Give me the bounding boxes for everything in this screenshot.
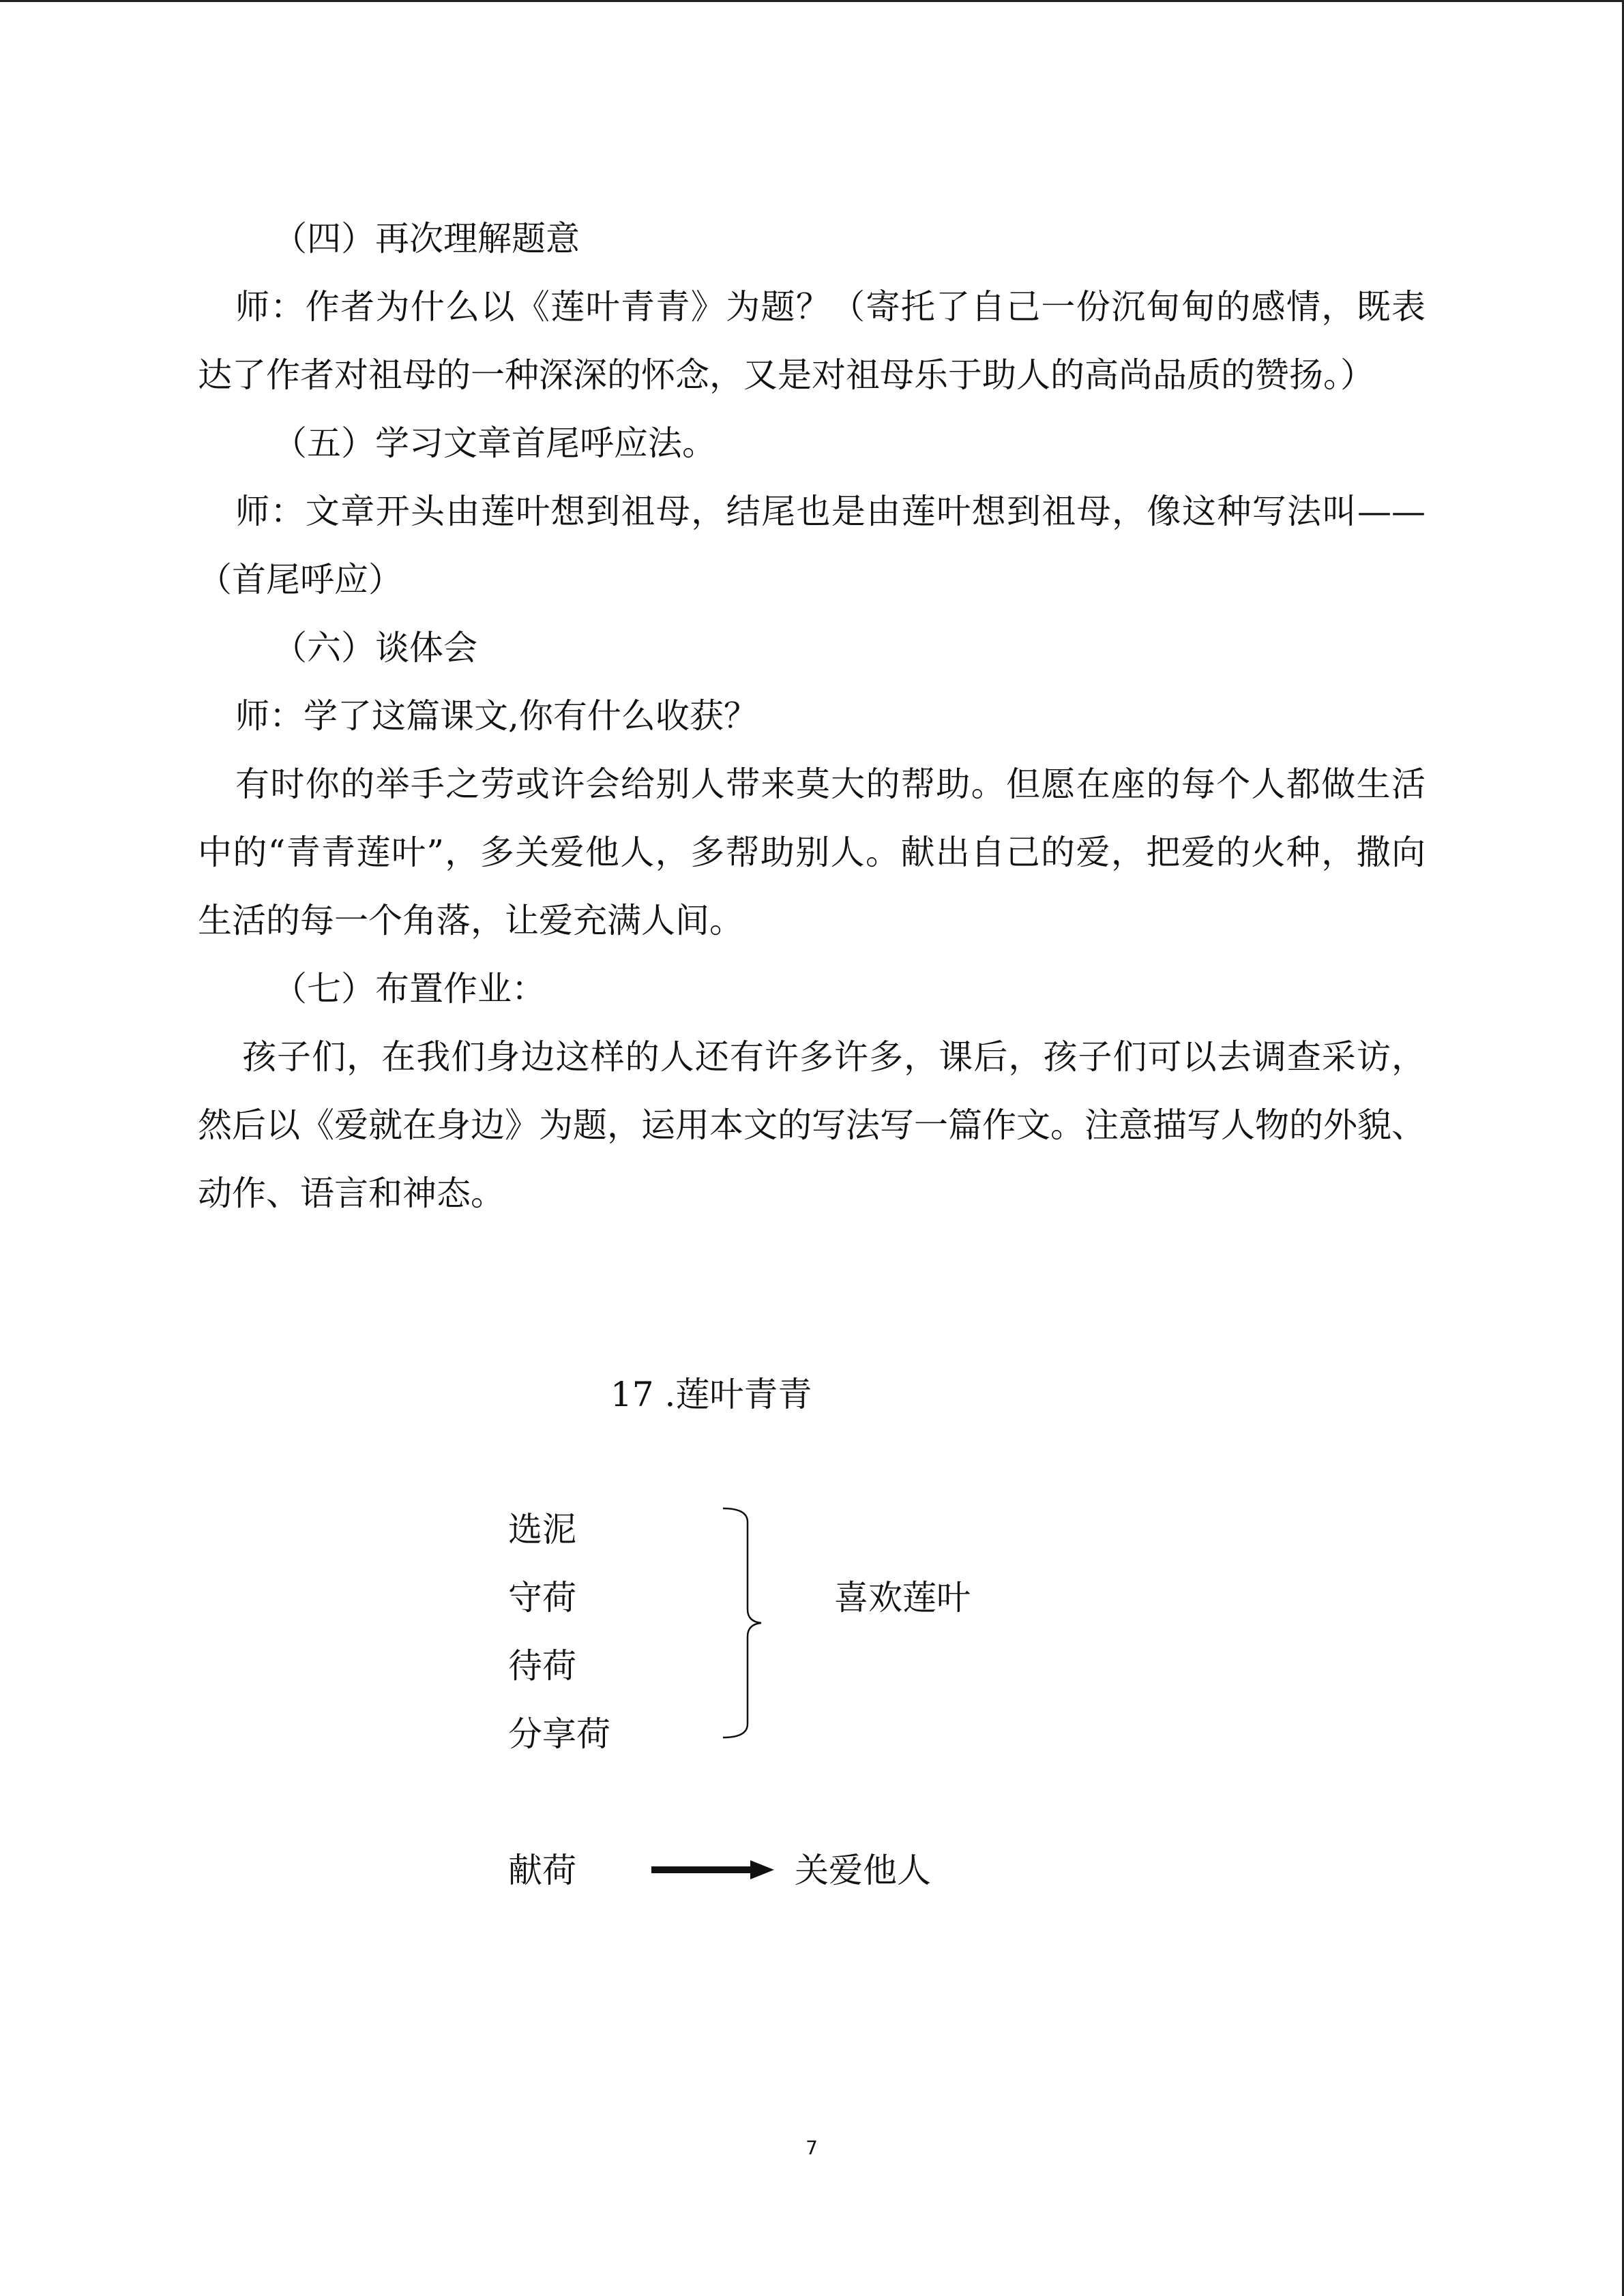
- board-item-shouhe: 守荷: [508, 1578, 576, 1617]
- section-heading-7: （七）布置作业：: [273, 969, 546, 1009]
- board-bottom-left: 献荷: [508, 1851, 576, 1890]
- paragraph-question-2: 师：文章开头由莲叶想到祖母，结尾也是由莲叶想到祖母，像这种写法叫——（首尾呼应）: [198, 492, 1426, 599]
- paragraph-question-1: 师：作者为什么以《莲叶青青》为题？（寄托了自己一份沉甸甸的感情，既表达了作者对祖母的一种深深的怀念，又是对祖母乐于助人的高尚品质的赞扬。）: [198, 287, 1426, 395]
- page-border-top: [0, 0, 1624, 2]
- right-arrow-icon: [651, 1856, 774, 1883]
- document-body: [198, 205, 1426, 1227]
- board-item-fenxianghe: 分享荷: [508, 1714, 610, 1754]
- board-group-label: 喜欢莲叶: [834, 1578, 971, 1617]
- board-item-daihe: 待荷: [508, 1646, 576, 1686]
- board-title: 17 .莲叶青青: [610, 1375, 812, 1414]
- section-heading-4: （四）再次理解题意: [273, 219, 580, 258]
- paragraph-summary: 有时你的举手之劳或许会给别人带来莫大的帮助。但愿在座的每个人都做生活中的“青青莲叶”，多关爱他人，多帮助别人。献出自己的爱，把爱的火种，撒向生活的每一个角落，让爱充满人间。: [198, 764, 1426, 940]
- page-number: 7: [806, 2136, 818, 2159]
- paragraph-question-3: 师：学了这篇课文,你有什么收获？: [235, 696, 758, 736]
- right-brace-icon: [723, 1507, 764, 1739]
- board-bottom-right: 关爱他人: [795, 1851, 931, 1890]
- section-heading-6: （六）谈体会: [273, 628, 477, 668]
- paragraph-homework: 孩子们，在我们身边这样的人还有许多许多，课后，孩子们可以去调查采访，然后以《爱就在身边》为题，运用本文的写法写一篇作文。注意描写人物的外貌、动作、语言和神态。: [198, 1037, 1426, 1213]
- section-heading-5: （五）学习文章首尾呼应法。: [273, 423, 716, 463]
- board-item-xuanni: 选泥: [508, 1510, 576, 1549]
